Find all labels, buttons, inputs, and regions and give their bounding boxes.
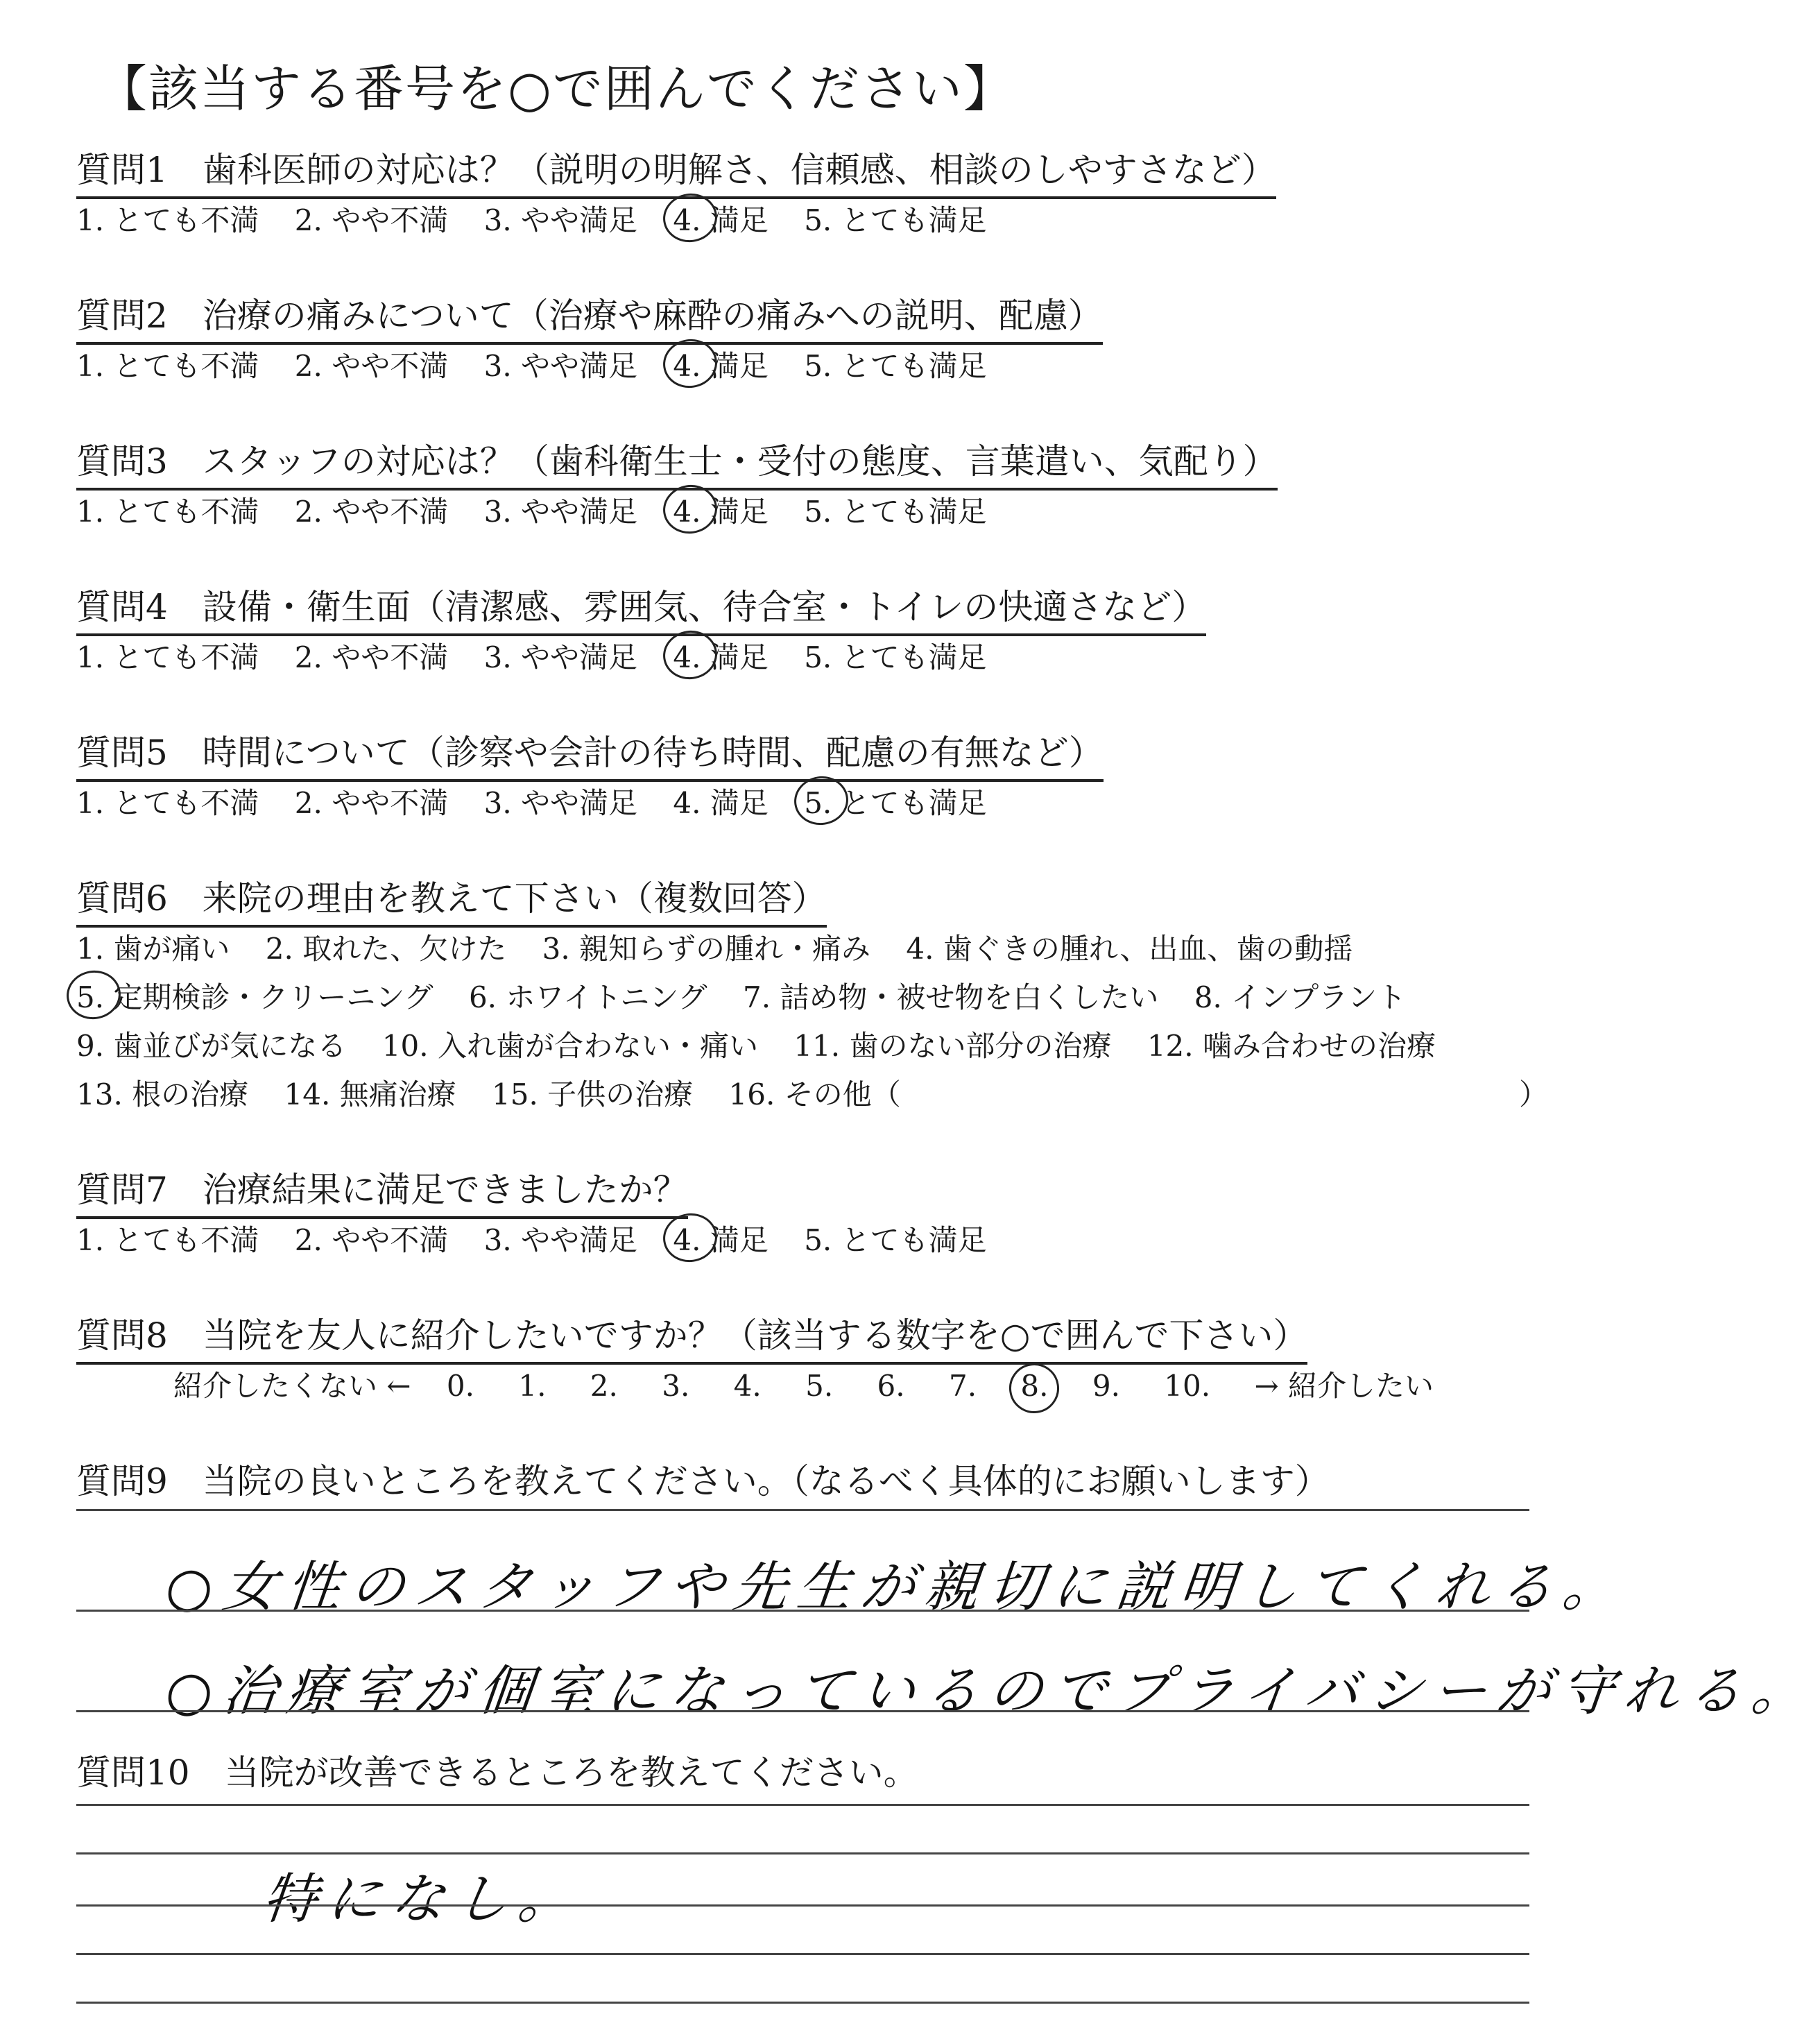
q6-other-close-paren: ） — [1519, 1077, 1549, 1111]
question-1-header: 質問1 歯科医師の対応は？（説明の明解さ、信頼感、相談のしやすさなど） — [76, 142, 1276, 199]
question-4-options — [76, 635, 1013, 676]
q7-option-2[interactable]: 2. やや不満 — [294, 1223, 449, 1257]
q6-line-2 — [76, 975, 1432, 1016]
q4-option-3[interactable]: 3. やや満足 — [483, 640, 638, 674]
q10-rule-2 — [76, 1852, 1529, 1854]
question-9-header: 質問9 当院の良いところを教えてください。（なるべく具体的にお願いします） — [76, 1461, 1330, 1501]
q6-option-5[interactable]: 5. 定期検診・クリーニング — [76, 975, 433, 1016]
q2-option-1[interactable]: 1. とても不満 — [76, 349, 259, 383]
q3-option-5[interactable]: 5. とても満足 — [804, 495, 987, 529]
q6-option-8[interactable]: 8. インプラント — [1194, 980, 1407, 1014]
q9-answer-line-2[interactable]: ○治療室が個室になっているのでプライバシーが守れる。 — [162, 1660, 1819, 1723]
q9-answer-line-1[interactable]: ○女性のスタッフや先生が親切に説明してくれる。 — [162, 1556, 1631, 1619]
q9-rule-3 — [76, 1710, 1529, 1712]
q6-option-14[interactable]: 14. 無痛治療 — [284, 1077, 456, 1111]
q6-line-4 — [76, 1072, 927, 1114]
q2-option-5[interactable]: 5. とても満足 — [804, 349, 987, 383]
q8-scale-1[interactable]: 1. — [518, 1369, 547, 1403]
q4-option-1[interactable]: 1. とても不満 — [76, 640, 259, 674]
q8-scale-3[interactable]: 3. — [662, 1369, 690, 1403]
question-7-header: 質問7 治療結果に満足できましたか？ — [76, 1162, 688, 1219]
question-10-header: 質問10 当院が改善できるところを教えてください。 — [76, 1753, 918, 1793]
q8-scale-9[interactable]: 9. — [1092, 1369, 1120, 1403]
q6-option-12[interactable]: 12. 噛み合わせの治療 — [1147, 1029, 1436, 1063]
q10-rule-3 — [76, 1904, 1529, 1907]
question-3-header: 質問3 スタッフの対応は？（歯科衛生士・受付の態度、言葉遣い、気配り） — [76, 434, 1278, 491]
q8-scale-8[interactable]: 8. — [1020, 1369, 1049, 1403]
q3-option-3[interactable]: 3. やや満足 — [483, 495, 638, 529]
q6-option-1[interactable]: 1. 歯が痛い — [76, 932, 230, 966]
question-1-options — [76, 198, 1013, 239]
q5-option-3[interactable]: 3. やや満足 — [483, 786, 638, 820]
q4-option-4[interactable]: 4. 満足 — [673, 635, 768, 676]
q8-scale-7[interactable]: 7. — [948, 1369, 977, 1403]
q1-option-2[interactable]: 2. やや不満 — [294, 203, 449, 237]
q2-option-3[interactable]: 3. やや満足 — [483, 349, 638, 383]
q6-line-3 — [76, 1023, 1462, 1065]
page-title: 【該当する番号を○で囲んでください】 — [97, 60, 1015, 118]
q10-rule-1 — [76, 1804, 1529, 1806]
q6-option-2[interactable]: 2. 取れた、欠けた — [265, 932, 507, 966]
q6-option-15[interactable]: 15. 子供の治療 — [492, 1077, 694, 1111]
q6-option-7[interactable]: 7. 詰め物・被せ物を白くしたい — [742, 980, 1159, 1014]
q3-option-2[interactable]: 2. やや不満 — [294, 495, 449, 529]
question-5-header: 質問5 時間について（診察や会計の待ち時間、配慮の有無など） — [76, 725, 1104, 782]
q8-scale-5[interactable]: 5. — [805, 1369, 834, 1403]
q6-line-1 — [76, 926, 1379, 968]
q7-option-4[interactable]: 4. 満足 — [673, 1218, 768, 1259]
question-8-header: 質問8 当院を友人に紹介したいですか？（該当する数字を○で囲んで下さい） — [76, 1308, 1307, 1365]
q8-scale-2[interactable]: 2. — [590, 1369, 618, 1403]
q7-option-1[interactable]: 1. とても不満 — [76, 1223, 259, 1257]
q8-scale-0[interactable]: 0. — [446, 1369, 474, 1403]
q8-left-label: 紹介したくない ← — [173, 1369, 411, 1403]
q5-option-1[interactable]: 1. とても不満 — [76, 786, 259, 820]
q8-scale-4[interactable]: 4. — [733, 1369, 762, 1403]
q5-option-5[interactable]: 5. とても満足 — [804, 781, 986, 822]
q9-rule-2 — [76, 1610, 1529, 1612]
q5-option-2[interactable]: 2. やや不満 — [294, 786, 449, 820]
question-5-options — [76, 781, 1013, 822]
q3-option-1[interactable]: 1. とても不満 — [76, 495, 259, 529]
q7-option-5[interactable]: 5. とても満足 — [804, 1223, 987, 1257]
q10-rule-4 — [76, 1953, 1529, 1955]
q2-option-2[interactable]: 2. やや不満 — [294, 349, 449, 383]
q4-option-2[interactable]: 2. やや不満 — [294, 640, 449, 674]
question-3-options — [76, 489, 1013, 531]
q10-rule-5 — [76, 2002, 1529, 2004]
q9-rule-1 — [76, 1509, 1529, 1511]
q8-scale-6[interactable]: 6. — [877, 1369, 905, 1403]
q8-scale-10[interactable]: 10. — [1164, 1369, 1211, 1403]
q1-option-5[interactable]: 5. とても満足 — [804, 203, 987, 237]
question-2-header: 質問2 治療の痛みについて（治療や麻酔の痛みへの説明、配慮） — [76, 288, 1103, 345]
q6-option-4[interactable]: 4. 歯ぐきの腫れ、出血、歯の動揺 — [906, 932, 1353, 966]
q1-option-4[interactable]: 4. 満足 — [673, 198, 768, 239]
q8-right-label: → 紹介したい — [1254, 1369, 1434, 1403]
q1-option-1[interactable]: 1. とても不満 — [76, 203, 259, 237]
q7-option-3[interactable]: 3. やや満足 — [483, 1223, 638, 1257]
question-6-header: 質問6 来院の理由を教えて下さい（複数回答） — [76, 871, 827, 928]
q10-answer[interactable]: 特になし。 — [259, 1868, 586, 1931]
q6-option-6[interactable]: 6. ホワイトニング — [468, 980, 707, 1014]
q4-option-5[interactable]: 5. とても満足 — [804, 640, 987, 674]
q6-option-16[interactable]: 16. その他（ — [728, 1077, 901, 1111]
q3-option-4[interactable]: 4. 満足 — [673, 489, 768, 531]
q6-option-3[interactable]: 3. 親知らずの腫れ・痛み — [542, 932, 871, 966]
question-2-options — [76, 343, 1013, 385]
q6-option-10[interactable]: 10. 入れ歯が合わない・痛い — [381, 1029, 758, 1063]
q5-option-4[interactable]: 4. 満足 — [673, 786, 769, 820]
question-4-header: 質問4 設備・衛生面（清潔感、雰囲気、待合室・トイレの快適さなど） — [76, 579, 1206, 636]
q8-scale-row — [173, 1363, 1460, 1405]
question-7-options — [76, 1218, 1013, 1259]
q1-option-3[interactable]: 3. やや満足 — [483, 203, 638, 237]
q6-option-9[interactable]: 9. 歯並びが気になる — [76, 1029, 347, 1063]
q2-option-4[interactable]: 4. 満足 — [673, 343, 768, 385]
q6-option-11[interactable]: 11. 歯のない部分の治療 — [793, 1029, 1112, 1063]
q6-option-13[interactable]: 13. 根の治療 — [76, 1077, 249, 1111]
